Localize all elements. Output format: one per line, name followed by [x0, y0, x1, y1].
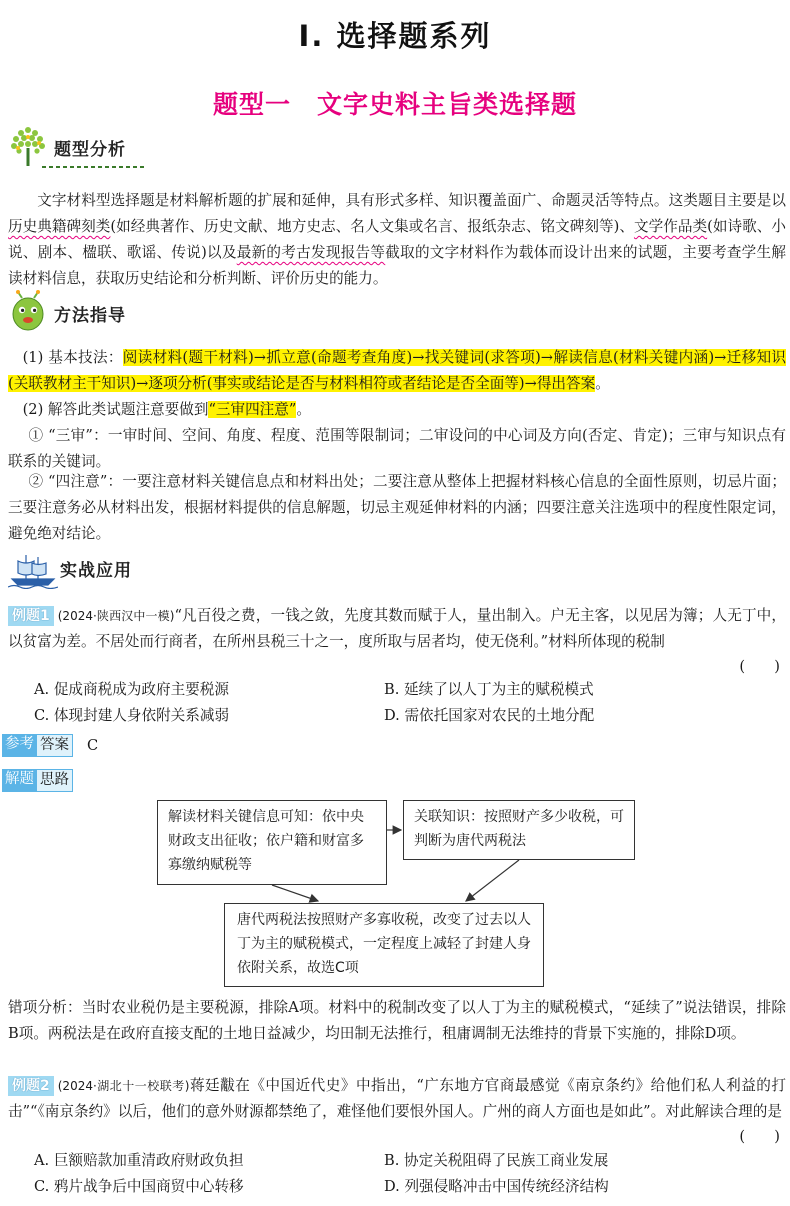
example-1-source: (2024·陕西汉中一模) — [57, 609, 175, 623]
option-c[interactable]: C. 体现封建人身依附关系减弱 — [34, 707, 230, 724]
section-subtitle: 题型一 文字史料主旨类选择题 — [212, 90, 577, 119]
practice-heading-label: 实战应用 — [60, 561, 132, 581]
example-1-question: “凡百役之费，一钱之敛，先度其数而赋于人，量出制入。户无主客，以见居为簿；人无丁中，以贫富为差。不居处而行商者，在所州县税三十之一，度所取与居者均，使无侥利。”材料所体现的税制 — [8, 607, 787, 650]
analysis-text-4: 截取的文字材料作为载体而设计出来的试题，主要考查学生解读材料信息，获取历史结论和分析判断、评价历史的能力。 — [8, 244, 786, 287]
method-line-2-end: 。 — [296, 401, 311, 418]
option-d[interactable]: D. 列强侵略冲击中国传统经济结构 — [384, 1178, 609, 1195]
option-a[interactable]: A. 促成商税成为政府主要税源 — [34, 681, 229, 698]
example-1-tag: 例题1 — [8, 606, 54, 626]
idea-tag-a: 解题 — [2, 769, 37, 792]
flow-box-conclusion: 唐代两税法按照财产多寡收税，改变了过去以人丁为主的赋税模式，一定程度上减轻了封建人身依附关系，故选C项 — [224, 903, 544, 987]
three-four-highlight: “三审四注意” — [208, 401, 297, 418]
analysis-text-1: 文字材料型选择题是材料解析题的扩展和延伸，具有形式多样、知识覆盖面广、命题灵活等特点。这类题目主要是以 — [37, 192, 786, 209]
answer-tag-b: 答案 — [37, 734, 73, 757]
example-2-stem — [8, 1073, 786, 1125]
option-b[interactable]: B. 协定关税阻碍了民族工商业发展 — [384, 1152, 609, 1169]
option-c[interactable]: C. 鸦片战争后中国商贸中心转移 — [34, 1178, 244, 1195]
example-2-tag: 例题2 — [8, 1076, 54, 1096]
example-2-question: 蒋廷黻在《中国近代史》中指出，“广东地方官商最感觉《南京条约》给他们私人利益的打击”“《南京条约》以后，他们的意外财源都禁绝了，难怪他们要恨外国人。广州的商人方面也是如此”。对此解读合理的是 — [8, 1077, 786, 1120]
option-a[interactable]: A. 巨额赔款加重清政府财政负担 — [34, 1152, 244, 1169]
example-2-source: (2024·湖北十一校联考) — [57, 1079, 190, 1093]
method-steps-highlight: 阅读材料(题干材料)→抓立意(命题考查角度)→找关键词(求答项)→解读信息(材料关键内涵)→迁移知识(关联教材主干知识)→逐项分析(事实或结论是否与材料相符或者结论是否全面等)→得出答案 — [8, 349, 787, 392]
method-heading-label: 方法指导 — [54, 306, 126, 326]
answer-tag-a: 参考 — [2, 734, 37, 757]
answer-value: C — [87, 737, 99, 754]
analysis-text-2: (如经典著作、历史文献、地方史志、名人文集或名言、报纸杂志、铭文碑刻等)、 — [110, 218, 634, 235]
idea-tag-b: 思路 — [37, 769, 73, 792]
method-four-notes: ② “四注意”：一要注意材料关键信息点和材料出处；二要注意从整体上把握材料核心信息的全面性原则，切忌片面；三要注意务必从材料出发，根据材料提供的信息解题，切忌主观延伸材料的内涵；四要注意关注选项中的程度性限定词，避免绝对结论。 — [8, 473, 786, 542]
analysis-text-3: (如诗歌、小说、剧本、楹联、歌谣、传说)以及 — [8, 218, 786, 261]
option-d[interactable]: D. 需依托国家对农民的土地分配 — [384, 707, 595, 724]
method-line-2-prefix: (2) 解答此类试题注意要做到 — [22, 401, 209, 418]
method-line-1-end: 。 — [595, 375, 610, 392]
option-b[interactable]: B. 延续了以人丁为主的赋税模式 — [384, 681, 594, 698]
example-2-answer-blank: ( ) — [739, 1128, 780, 1145]
method-three-checks: ① “三审”：一审时间、空间、角度、程度、范围等限制词；二审设问的中心词及方向(否定、肯定)；三审与知识点有联系的关键词。 — [8, 427, 786, 470]
emphasis-archaeology: 最新的考古发现报告等 — [236, 244, 386, 261]
analysis-heading-label: 题型分析 — [54, 140, 126, 160]
method-line-1-prefix: (1) 基本技法： — [22, 349, 123, 366]
emphasis-ancient-texts: 历史典籍碑刻类 — [8, 218, 111, 235]
example-1-answer-blank: ( ) — [739, 658, 780, 675]
emphasis-literature: 文学作品类 — [633, 218, 708, 235]
page-title: Ⅰ. 选择题系列 — [298, 19, 492, 53]
example-2-options — [34, 1148, 774, 1200]
flow-box-knowledge: 关联知识：按照财产多少收税，可判断为唐代两税法 — [403, 800, 635, 860]
flow-box-material: 解读材料关键信息可知：依中央财政支出征收；依户籍和财富多寡缴纳赋税等 — [157, 800, 387, 885]
wrong-option-analysis: 错项分析：当时农业税仍是主要税源，排除A项。材料中的税制改变了以人丁为主的赋税模式，“延续了”说法错误，排除B项。两税法是在政府直接支配的土地日益减少，均田制无法推行，租庸调制无法维持的背景下实施的，排除D项。 — [8, 999, 786, 1042]
